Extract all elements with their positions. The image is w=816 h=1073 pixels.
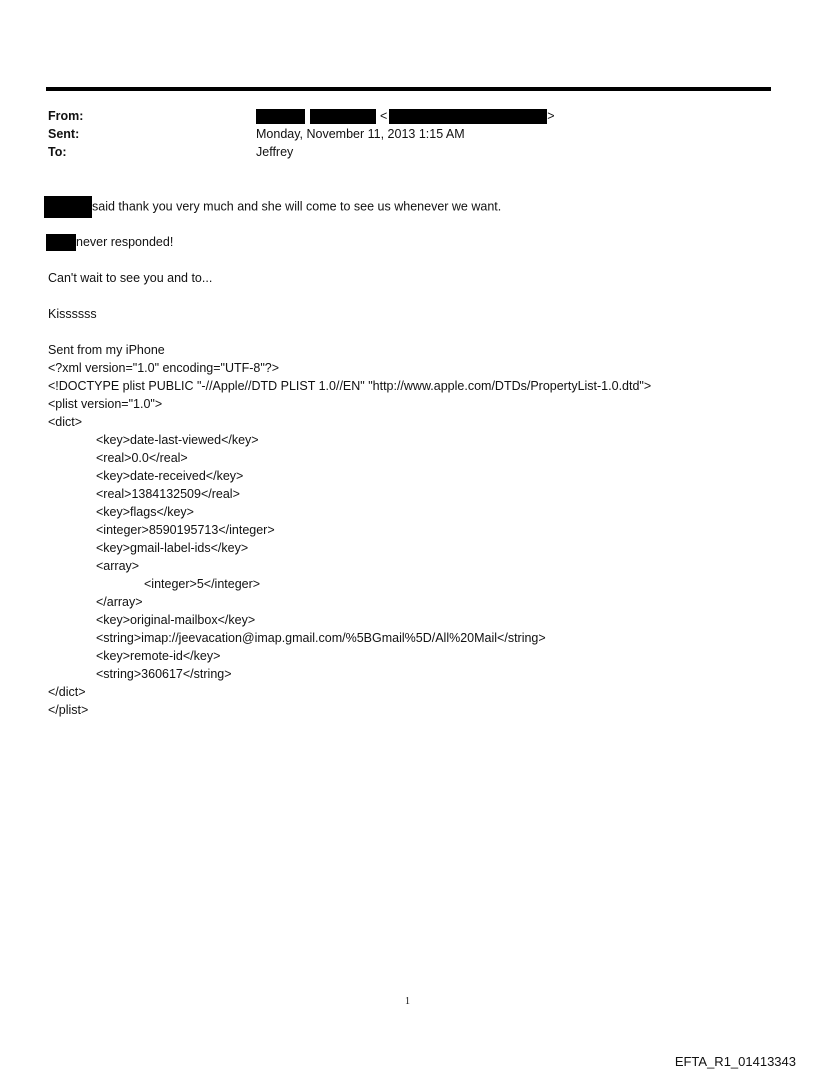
plist-line: <key>flags</key> — [96, 505, 194, 519]
page-number: 1 — [405, 996, 410, 1007]
document-id: EFTA_R1_01413343 — [674, 1054, 796, 1069]
sent-value: Monday, November 11, 2013 1:15 AM — [256, 127, 465, 141]
body-line-text: never responded! — [76, 235, 174, 249]
body-line: Kissssss — [48, 307, 97, 321]
redaction-box — [44, 196, 92, 218]
from-value — [256, 107, 555, 125]
body-line: Can't wait to see you and to... — [48, 271, 213, 285]
plist-line: <real>0.0</real> — [96, 451, 188, 465]
plist-line: </dict> — [48, 685, 86, 699]
from-open-bracket: < — [379, 109, 388, 123]
plist-line: <array> — [96, 559, 140, 573]
plist-line: <key>original-mailbox</key> — [96, 613, 256, 627]
plist-line: <key>remote-id</key> — [96, 649, 221, 663]
plist-line: <key>date-received</key> — [96, 469, 244, 483]
header-rule — [46, 87, 771, 91]
plist-line: <string>imap://jeevacation@imap.gmail.com/%5BGmail%5D/All%20Mail</string> — [96, 631, 546, 645]
plist-line: <integer>8590195713</integer> — [96, 523, 275, 537]
sent-label: Sent: — [48, 127, 80, 141]
plist-line: <integer>5</integer> — [144, 577, 261, 591]
plist-line: </plist> — [48, 703, 89, 717]
plist-line: </array> — [96, 595, 143, 609]
plist-line: <real>1384132509</real> — [96, 487, 240, 501]
plist-line: <dict> — [48, 415, 83, 429]
from-label: From: — [48, 109, 84, 123]
to-value: Jeffrey — [256, 145, 294, 159]
redaction-box — [46, 234, 76, 251]
signature-line: Sent from my iPhone — [48, 343, 165, 357]
body-line-text: said thank you very much and she will come to see us whenever we want. — [92, 199, 502, 214]
redaction-box — [389, 109, 547, 124]
plist-line: <?xml version="1.0" encoding="UTF-8"?> — [48, 361, 280, 375]
plist-line: <!DOCTYPE plist PUBLIC "-//Apple//DTD PLIST 1.0//EN" "http://www.apple.com/DTDs/PropertyList-1.0.dtd"> — [48, 379, 652, 393]
to-label: To: — [48, 145, 67, 159]
redaction-box — [310, 109, 376, 124]
plist-line: <plist version="1.0"> — [48, 397, 163, 411]
plist-line: <key>date-last-viewed</key> — [96, 433, 259, 447]
body-line — [46, 233, 173, 251]
plist-line: <key>gmail-label-ids</key> — [96, 541, 249, 555]
body-line — [44, 196, 501, 218]
plist-line: <string>360617</string> — [96, 667, 232, 681]
from-close-bracket: > — [547, 109, 555, 123]
redaction-box — [256, 109, 305, 124]
